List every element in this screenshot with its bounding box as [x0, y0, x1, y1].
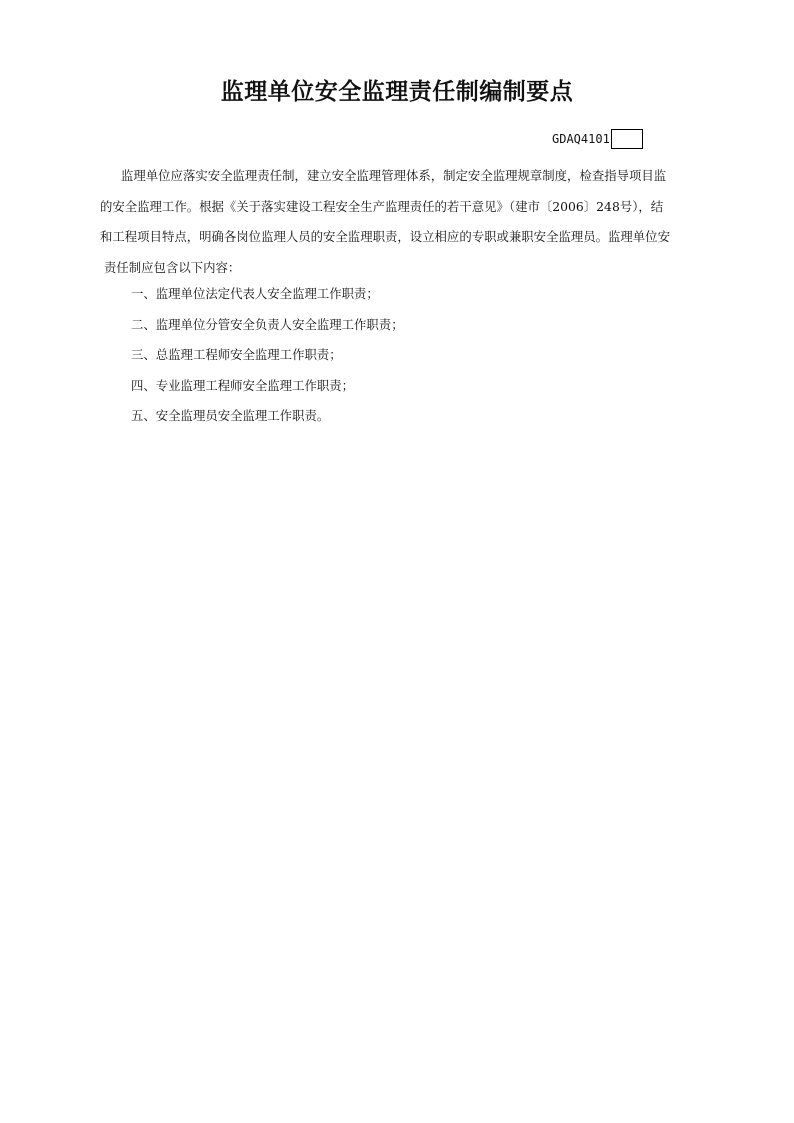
list-item: 四、专业监理工程师安全监理工作职责； — [131, 377, 355, 393]
list-item: 一、监理单位法定代表人安全监理工作职责； — [131, 286, 379, 301]
body-line: 责任制应包含以下内容： — [104, 259, 241, 275]
list-item: 三、总监理工程师安全监理工作职责； — [131, 347, 342, 362]
document-code: GDAQ4101 — [552, 132, 610, 146]
body-line: 的安全监理工作。根据《关于落实建设工程安全生产监理责任的若干意见》（建市〔2006〕248号），结 — [100, 198, 664, 214]
body-paragraph — [100, 161, 706, 281]
body-line: 和工程项目特点，明确各岗位监理人员的安全监理职责，设立相应的专职或兼职安全监理员。监理单位安 — [100, 229, 670, 244]
list-item: 二、监理单位分管安全负责人安全监理工作职责； — [131, 316, 404, 332]
page-title: 监理单位安全监理责任制编制要点 — [220, 79, 574, 105]
body-line: 监理单位应落实安全监理责任制，建立安全监理管理体系，制定安全监理规章制度，检查指导项目监 — [121, 168, 667, 183]
responsibility-list — [131, 279, 691, 432]
code-box — [611, 129, 643, 149]
document-code-row — [552, 129, 643, 149]
list-item: 五、安全监理员安全监理工作职责。 — [131, 408, 330, 423]
